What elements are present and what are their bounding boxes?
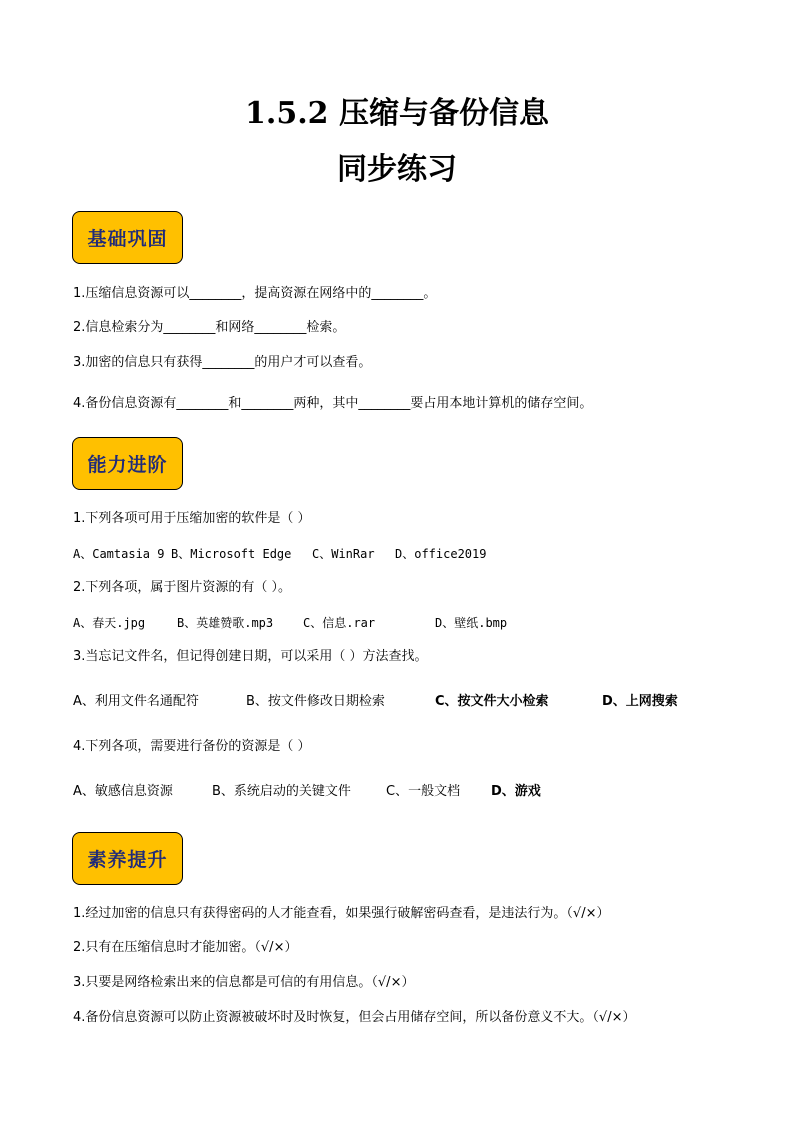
choice-question-1-stem: 1.下列各项可用于压缩加密的软件是（ ） [73,511,311,526]
fill-blank-question-1: 1.压缩信息资源可以________，提高资源在网络中的________。 [73,286,437,301]
option-a: A、敏感信息资源 [73,784,173,799]
section-heading-basic: 基础巩固 [72,211,183,264]
option-d: D、office2019 [395,547,487,561]
option-c: C、WinRar [312,547,375,561]
fill-blank-question-2: 2.信息检索分为________和网络________检索。 [73,320,346,335]
true-false-question-3: 3.只要是网络检索出来的信息都是可信的有用信息。（√/×） [73,975,415,990]
option-d: D、上网搜索 [602,694,678,709]
option-b: B、系统启动的关键文件 [212,784,351,799]
option-a: A、利用文件名通配符 [73,694,199,709]
option-b: B、英雄赞歌.mp3 [177,616,274,630]
option-c: C、按文件大小检索 [435,694,549,709]
option-d: D、游戏 [491,784,541,799]
choice-question-2-stem: 2.下列各项，属于图片资源的有（ ）。 [73,580,292,595]
option-b: B、按文件修改日期检索 [246,694,385,709]
option-d: D、壁纸.bmp [435,616,508,630]
choice-question-3-options [73,693,678,711]
option-c: C、一般文档 [386,784,461,799]
option-c: C、信息.rar [303,616,376,630]
choice-question-1-options [73,545,486,563]
page-title: 1.5.2 压缩与备份信息 [245,96,549,131]
section-heading-advanced: 能力进阶 [72,437,183,490]
choice-question-4-options [73,783,541,801]
option-a: A、Camtasia 9 [73,547,165,561]
fill-blank-question-3: 3.加密的信息只有获得________的用户才可以查看。 [73,355,372,370]
page-subtitle: 同步练习 [337,152,457,187]
option-b: B、Microsoft Edge [171,547,292,561]
true-false-question-1: 1.经过加密的信息只有获得密码的人才能查看，如果强行破解密码查看，是违法行为。（√/×） [73,906,610,921]
section-heading-literacy: 素养提升 [72,832,183,885]
true-false-question-4: 4.备份信息资源可以防止资源被破坏时及时恢复，但会占用储存空间，所以备份意义不大。（√/×） [73,1010,636,1025]
option-a: A、春天.jpg [73,616,146,630]
choice-question-3-stem: 3.当忘记文件名，但记得创建日期，可以采用（ ）方法查找。 [73,649,428,664]
choice-question-2-options [73,614,507,632]
fill-blank-question-4: 4.备份信息资源有________和________两种，其中________要占用本地计算机的储存空间。 [73,396,593,411]
true-false-question-2: 2.只有在压缩信息时才能加密。（√/×） [73,940,298,955]
choice-question-4-stem: 4.下列各项，需要进行备份的资源是（ ） [73,739,311,754]
